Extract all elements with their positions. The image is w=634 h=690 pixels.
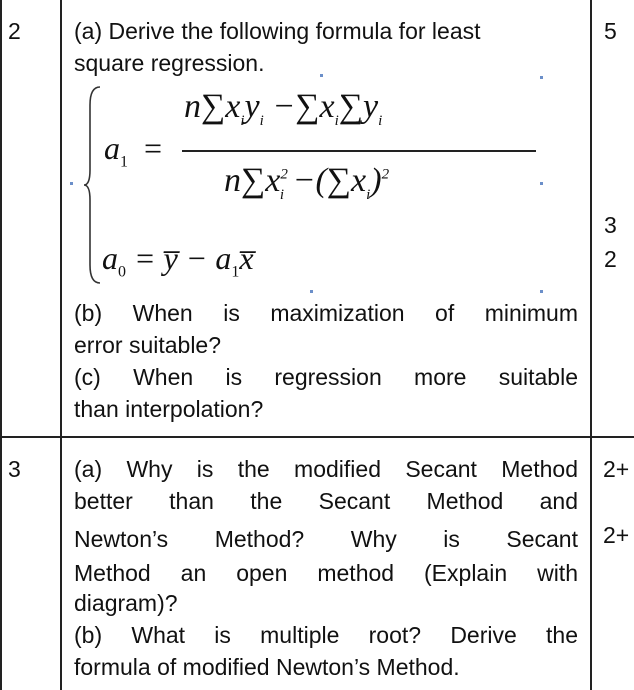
row2-part-c-line1 [74, 362, 578, 393]
a0-sub1: 1 [231, 263, 240, 281]
row3-part-a-line5: diagram)? [74, 590, 178, 616]
numerator [184, 88, 382, 130]
a0-rhs: = y̅ − a [134, 240, 232, 276]
row3-part-a-line2 [74, 486, 578, 517]
grid-left [0, 0, 2, 690]
num-part2: −∑x [272, 88, 335, 125]
selection-dot [540, 76, 543, 79]
row2-part-a-line1: (a) Derive the following formula for least [74, 18, 481, 44]
row3-marks-1: 2+ [603, 456, 630, 482]
num-sub4: i [378, 112, 383, 129]
formula-block [74, 80, 574, 280]
row2-part-c-line1-text: (c) When is regression more suitable [74, 364, 578, 390]
row3-part-a-line4 [74, 558, 578, 589]
fraction-bar [182, 150, 536, 152]
brace-icon [84, 85, 104, 285]
num-part1: n∑x [184, 88, 241, 125]
lhs-a1: $a_1$ = [104, 130, 163, 171]
num-sub2: i [259, 112, 264, 129]
den-part2: −(∑x [292, 162, 367, 199]
lhs-a: a [104, 130, 120, 166]
row3-part-a-line1-text: (a) Why is the modified Secant Method [74, 456, 578, 482]
denominator [224, 162, 389, 204]
row2-part-c-line2: than interpolation? [74, 396, 264, 422]
selection-dot [540, 290, 543, 293]
num-sub1: i [240, 112, 245, 129]
row2-part-b-line1-text: (b) When is maximization of minimum [74, 300, 578, 326]
row3-part-b-line2: formula of modified Newton’s Method. [74, 654, 460, 680]
row3-marks-2: 2+ [603, 522, 630, 548]
num-sub3: i [334, 112, 339, 129]
num-y: y [244, 88, 260, 125]
grid-col1 [60, 0, 62, 690]
row3-part-b-line1 [74, 620, 578, 651]
a0-equation [102, 240, 254, 281]
selection-dot [310, 290, 313, 293]
num-part3: ∑y [338, 88, 379, 125]
row2-marks-a: 5 [604, 18, 617, 44]
den-part1: n∑x [224, 162, 281, 199]
row3-part-b-line1-text: (b) What is multiple root? Derive the [74, 622, 578, 648]
den-sup2: 2 [381, 166, 390, 183]
row3-part-a-line3 [74, 524, 578, 555]
a0-sub: 0 [118, 263, 126, 281]
row2-part-a-line2: square regression. [74, 50, 265, 76]
row2-marks-c: 2 [604, 246, 617, 272]
row3-part-a-line4-text: Method an open method (Explain with [74, 560, 578, 586]
row3-part-a-line2-text: better than the Secant Method and [74, 488, 578, 514]
row2-part-b-line2: error suitable? [74, 332, 222, 358]
selection-dot [70, 182, 73, 185]
den-sup1: 2 [280, 166, 288, 183]
lhs-sub1: 1 [120, 153, 128, 171]
den-sub2: i [366, 186, 371, 203]
row2-number: 2 [8, 18, 21, 44]
row2-part-b-line1 [74, 298, 578, 329]
row3-part-a-line3-text: Newton’s Method? Why is Secant [74, 526, 578, 552]
row2-marks-b: 3 [604, 212, 617, 238]
den-sub1: i [279, 186, 285, 203]
a0-lhs: a [102, 240, 118, 276]
row3-part-a-line1 [74, 454, 578, 485]
row3-number: 3 [8, 456, 21, 482]
a0-xbar: x̅ [239, 240, 254, 276]
den-close: ) [370, 162, 382, 199]
grid-col2 [590, 0, 592, 690]
grid-row-divider [0, 436, 634, 438]
selection-dot [320, 74, 323, 77]
selection-dot [540, 182, 543, 185]
